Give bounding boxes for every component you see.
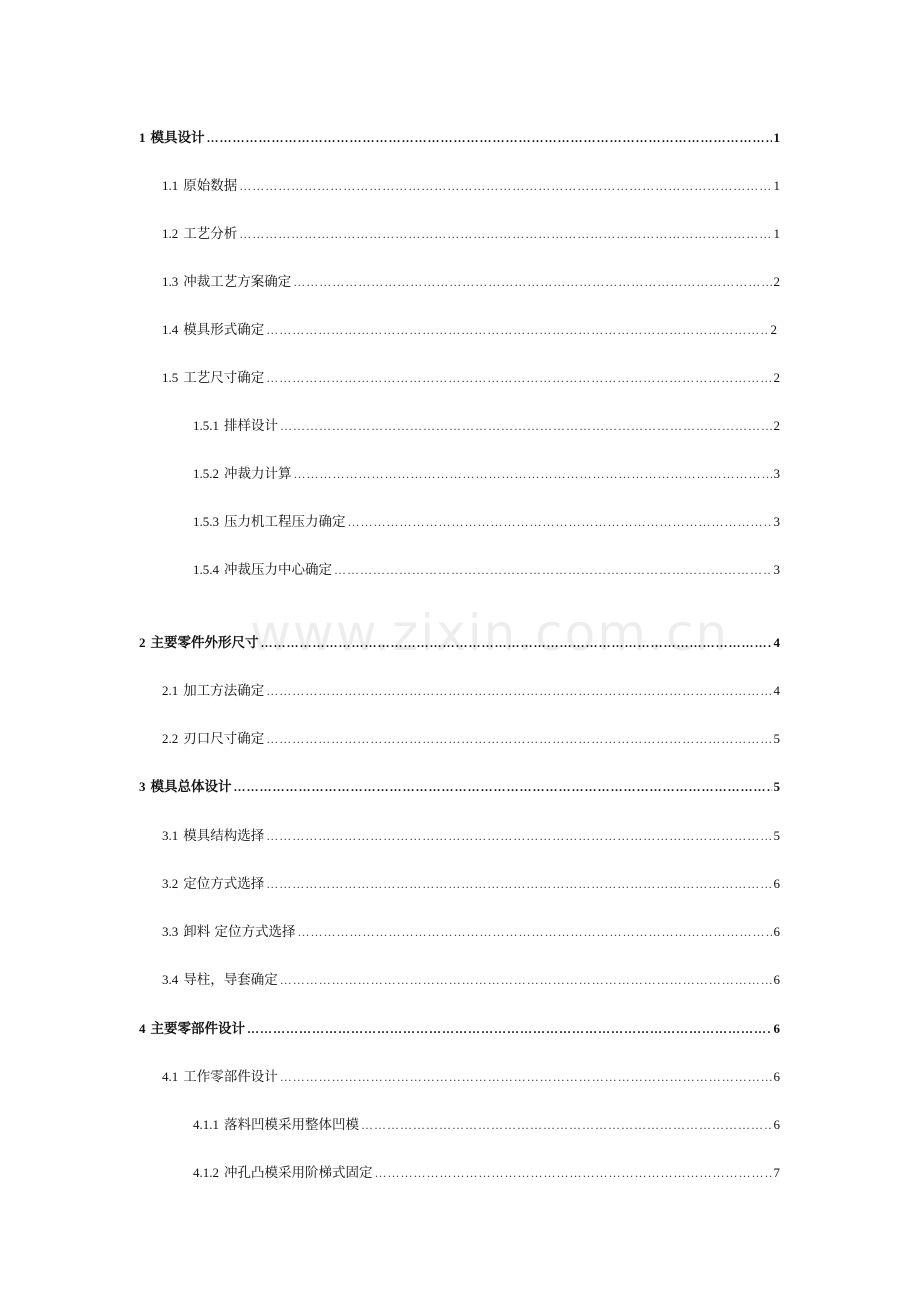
toc-page-number: 2 — [773, 418, 780, 433]
toc-title: 工作零部件设计 — [183, 1069, 278, 1085]
toc-number: 1.2 — [162, 226, 179, 241]
toc-page-number: 3 — [773, 466, 780, 481]
toc-entry[interactable] — [0, 462, 920, 486]
toc-title: 模具形式确定 — [183, 322, 265, 338]
dot-leader — [266, 824, 771, 848]
toc-number: 1.1 — [162, 178, 179, 193]
dot-leader — [280, 968, 772, 992]
toc-number: 4 — [139, 1021, 146, 1036]
toc-title: 模具结构选择 — [183, 828, 265, 844]
dot-leader — [294, 462, 772, 486]
dot-leader — [239, 222, 771, 246]
toc-number: 1.5.4 — [193, 562, 219, 577]
toc-title: 刃口尺寸确定 — [183, 731, 265, 747]
dot-leader — [280, 414, 772, 438]
dot-leader — [239, 174, 771, 198]
dot-leader — [280, 1065, 772, 1089]
toc-entry[interactable] — [0, 366, 920, 390]
toc-title: 原始数据 — [183, 178, 238, 194]
toc-page-number: 5 — [773, 828, 780, 843]
dot-leader — [266, 318, 768, 342]
toc-entry[interactable] — [0, 318, 920, 342]
toc-page-number: 6 — [773, 972, 780, 987]
dot-leader — [298, 920, 772, 944]
toc-number: 4.1.2 — [193, 1165, 219, 1180]
toc-page-number: 6 — [773, 1021, 780, 1036]
toc-number: 1.5.2 — [193, 466, 219, 481]
toc-page-number: 4 — [773, 635, 780, 650]
toc-number: 1.3 — [162, 274, 179, 289]
toc-title: 工艺分析 — [183, 226, 238, 242]
toc-title: 主要零部件设计 — [150, 1021, 245, 1037]
toc-page-number: 2 — [770, 322, 777, 337]
toc-title: 冲裁力计算 — [224, 466, 292, 482]
toc-entry[interactable] — [0, 1113, 920, 1137]
toc-title: 冲裁工艺方案确定 — [183, 274, 292, 290]
toc-entry[interactable] — [0, 1017, 920, 1041]
toc-entry[interactable] — [0, 679, 920, 703]
toc-number: 4.1.1 — [193, 1117, 219, 1132]
toc-number: 2.2 — [162, 731, 179, 746]
toc-entry[interactable] — [0, 126, 920, 150]
toc-title: 导柱，导套确定 — [183, 972, 278, 988]
dot-leader — [293, 270, 771, 294]
dot-leader — [207, 126, 772, 150]
dot-leader — [247, 1017, 772, 1041]
dot-leader — [348, 510, 772, 534]
toc-title: 落料凹模采用整体凹模 — [224, 1117, 359, 1133]
toc-entry[interactable] — [0, 558, 920, 582]
toc-page-number: 4 — [773, 683, 780, 698]
toc-title: 模具总体设计 — [150, 779, 232, 795]
toc-page-number: 1 — [773, 130, 780, 145]
toc-number: 1.4 — [162, 322, 179, 337]
toc-entry[interactable] — [0, 414, 920, 438]
dot-leader — [266, 872, 771, 896]
toc-page-number: 2 — [773, 370, 780, 385]
toc-page-number: 3 — [773, 514, 780, 529]
toc-number: 2.1 — [162, 683, 179, 698]
dot-leader — [266, 727, 771, 751]
toc-number: 1.5.3 — [193, 514, 219, 529]
toc-title: 定位方式选择 — [183, 876, 265, 892]
toc-page-number: 6 — [773, 1069, 780, 1084]
toc-number: 1.5 — [162, 370, 179, 385]
toc-title: 主要零件外形尺寸 — [150, 635, 259, 651]
toc-title: 模具设计 — [150, 130, 205, 146]
toc-page-number: 2 — [773, 274, 780, 289]
toc-entry[interactable] — [0, 1161, 920, 1185]
toc-page-number: 7 — [773, 1165, 780, 1180]
dot-leader — [266, 366, 771, 390]
toc-title: 工艺尺寸确定 — [183, 370, 265, 386]
toc-entry[interactable] — [0, 727, 920, 751]
dot-leader — [261, 631, 772, 655]
toc-number: 3 — [139, 779, 146, 794]
toc-page-number: 6 — [773, 876, 780, 891]
toc-number: 3.3 — [162, 924, 179, 939]
dot-leader — [361, 1113, 772, 1137]
toc-page-number: 1 — [773, 226, 780, 241]
toc-page-number: 1 — [773, 178, 780, 193]
toc-title: 冲裁压力中心确定 — [224, 562, 332, 578]
dot-leader — [266, 679, 771, 703]
toc-entry[interactable] — [0, 920, 920, 944]
toc-title: 加工方法确定 — [183, 683, 265, 699]
toc-entry[interactable] — [0, 1065, 920, 1089]
toc-number: 3.1 — [162, 828, 179, 843]
watermark: www.zixin.com.cn — [250, 604, 730, 662]
toc-number: 4.1 — [162, 1069, 179, 1084]
dot-leader — [334, 558, 772, 582]
toc-entry[interactable] — [0, 824, 920, 848]
toc-page-number: 3 — [773, 562, 780, 577]
toc-title: 排样设计 — [224, 418, 278, 434]
toc-number: 3.2 — [162, 876, 179, 891]
toc-title: 冲孔凸模采用阶梯式固定 — [224, 1165, 373, 1181]
toc-entry[interactable] — [0, 631, 920, 655]
toc-page-number: 6 — [773, 924, 780, 939]
toc-entry[interactable] — [0, 270, 920, 294]
toc-entry[interactable] — [0, 775, 920, 799]
toc-page-number: 6 — [773, 1117, 780, 1132]
toc-number: 3.4 — [162, 972, 179, 987]
toc-title: 压力机工程压力确定 — [224, 514, 346, 530]
toc-number: 1.5.1 — [193, 418, 219, 433]
toc-entry[interactable] — [0, 222, 920, 246]
toc-page-number: 5 — [773, 779, 780, 794]
dot-leader — [375, 1161, 772, 1185]
toc-entry[interactable] — [0, 968, 920, 992]
toc-number: 2 — [139, 635, 146, 650]
toc-entry[interactable] — [0, 510, 920, 534]
toc-title: 卸料 定位方式选择 — [183, 924, 296, 940]
toc-page-number: 5 — [773, 731, 780, 746]
dot-leader — [234, 775, 772, 799]
toc-number: 1 — [139, 130, 146, 145]
toc-entry[interactable] — [0, 174, 920, 198]
toc-entry[interactable] — [0, 872, 920, 896]
